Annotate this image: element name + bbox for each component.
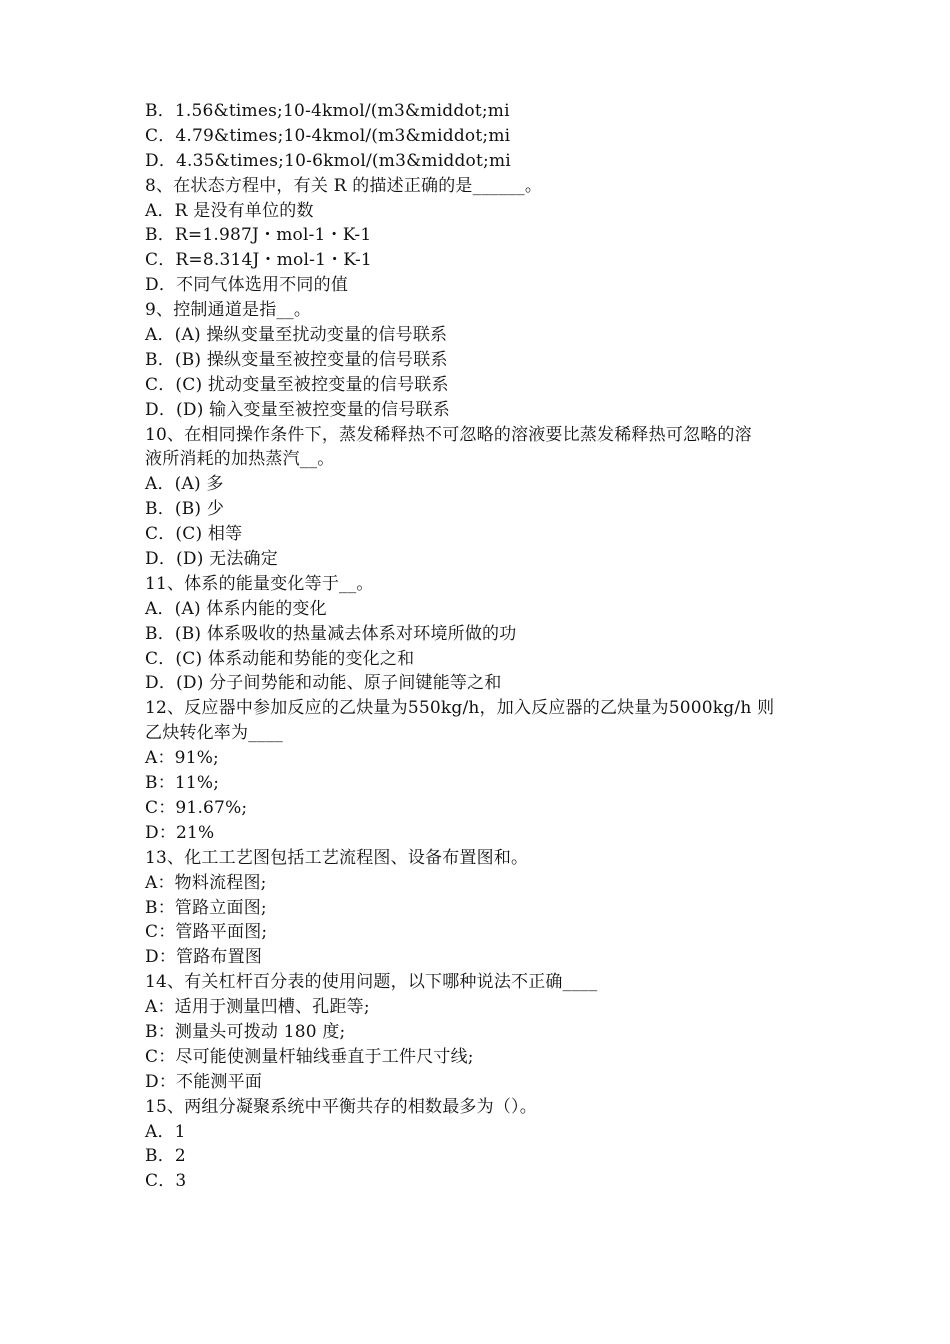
question-line: 14、有关杠杆百分表的使用问题，以下哪种说法不正确____ (145, 972, 598, 993)
option-line: B．(B) 操纵变量至被控变量的信号联系 (145, 349, 448, 370)
question-line: 13、化工工艺图包括工艺流程图、设备布置图和。 (145, 847, 529, 868)
question-line-continued: 乙炔转化率为____ (145, 723, 283, 744)
question-line: 10、在相同操作条件下，蒸发稀释热不可忽略的溶液要比蒸发稀释热可忽略的溶 (145, 424, 752, 445)
option-line: A：91%; (145, 748, 219, 769)
question-line: 8、在状态方程中，有关 R 的描述正确的是______。 (145, 175, 543, 196)
option-line: A．(A) 多 (145, 474, 224, 495)
option-line: D．不同气体选用不同的值 (145, 275, 349, 296)
option-line: C：管路平面图; (145, 922, 268, 943)
question-line: 12、反应器中参加反应的乙炔量为550kg/h，加入反应器的乙炔量为5000kg/h 则 (145, 698, 775, 719)
question-line: 15、两组分凝聚系统中平衡共存的相数最多为（）。 (145, 1096, 537, 1117)
option-line: D．(D) 无法确定 (145, 549, 278, 570)
option-line: C．(C) 扰动变量至被控变量的信号联系 (145, 374, 449, 395)
option-line: C．3 (145, 1171, 187, 1192)
option-line: C：尽可能使测量杆轴线垂直于工件尺寸线; (145, 1046, 474, 1067)
option-line: C．4.79&times;10-4kmol/(m3&middot;mi (145, 125, 511, 146)
option-line: A：物料流程图; (145, 872, 267, 893)
option-line: D．(D) 分子间势能和动能、原子间键能等之和 (145, 673, 502, 694)
option-line: A．R 是没有单位的数 (145, 200, 314, 221)
option-line: B．(B) 少 (145, 499, 225, 520)
option-line: B．(B) 体系吸收的热量减去体系对环境所做的功 (145, 623, 517, 644)
option-line: B．2 (145, 1146, 186, 1167)
option-line: C．(C) 体系动能和势能的变化之和 (145, 648, 415, 669)
option-line: B．R=1.987J・mol-1・K-1 (145, 225, 372, 246)
option-line: B．1.56&times;10-4kmol/(m3&middot;mi (145, 101, 510, 121)
option-line: D：管路布置图 (145, 947, 263, 968)
option-line: C．(C) 相等 (145, 524, 243, 545)
option-line: B：管路立面图; (145, 897, 267, 918)
option-line: D．4.35&times;10-6kmol/(m3&middot;mi (145, 150, 511, 171)
question-line: 9、控制通道是指__。 (145, 300, 312, 321)
option-line: D．(D) 输入变量至被控变量的信号联系 (145, 399, 450, 420)
option-line: D：21% (145, 822, 215, 843)
option-line: A．(A) 操纵变量至扰动变量的信号联系 (145, 325, 448, 346)
option-line: D：不能测平面 (145, 1071, 263, 1092)
option-line: A．(A) 体系内能的变化 (145, 598, 327, 619)
option-line: A：适用于测量凹槽、孔距等; (145, 997, 370, 1018)
option-line: A．1 (145, 1121, 186, 1142)
question-line: 11、体系的能量变化等于__。 (145, 573, 374, 594)
question-text-block (145, 99, 825, 1194)
option-line: B：11%; (145, 773, 220, 794)
option-line: C．R=8.314J・mol-1・K-1 (145, 250, 372, 271)
question-line-continued: 液所消耗的加热蒸汽__。 (145, 449, 335, 470)
option-line: B：测量头可拨动 180 度; (145, 1021, 346, 1042)
option-line: C：91.67%; (145, 797, 248, 818)
